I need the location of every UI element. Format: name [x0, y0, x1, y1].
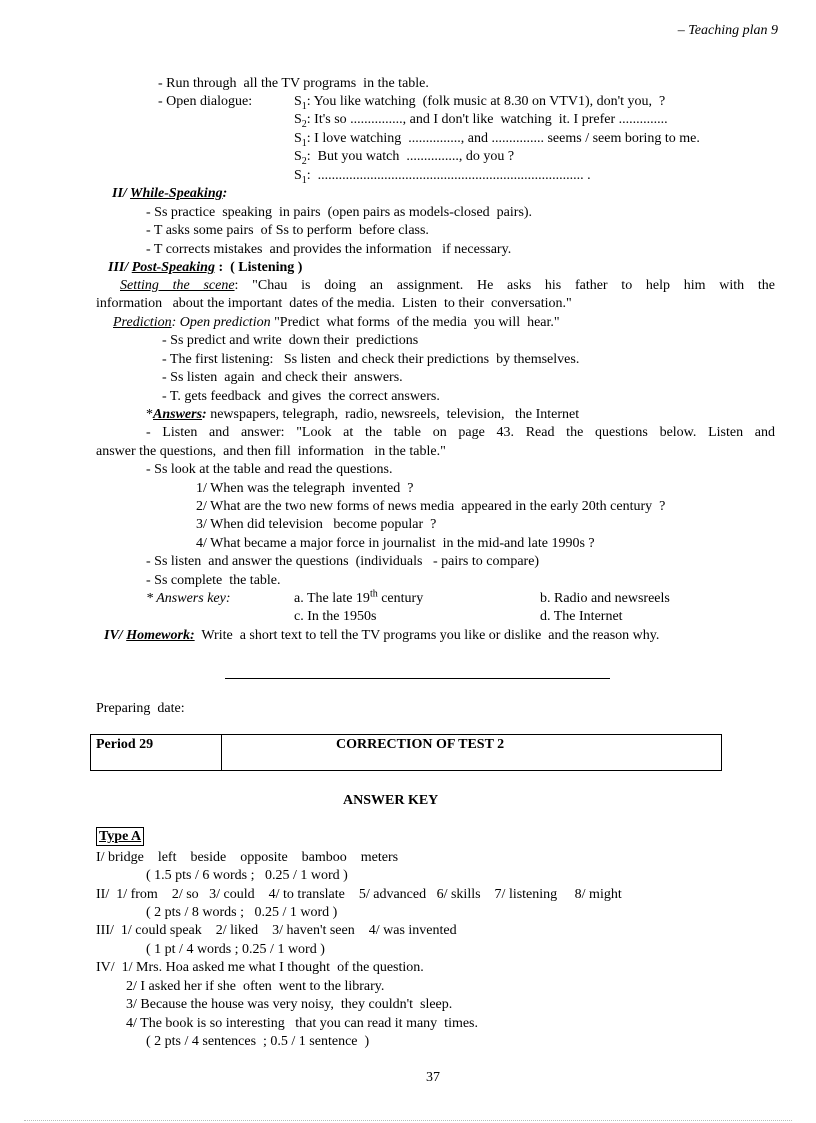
answers-key-label: * Answers key:	[146, 591, 231, 606]
setting-scene-text: : "Chau is doing an assignment. He asks his father to help him with the	[234, 278, 775, 293]
answer-key-a-tail: century	[377, 591, 424, 606]
complete-table-line: - Ss complete the table.	[146, 573, 281, 588]
prediction-text: "Predict what forms of the media you will hear."	[270, 315, 560, 330]
dialogue-line-1	[294, 93, 665, 110]
answer-key-a	[294, 590, 423, 607]
answer-iv-line: IV/ 1/ Mrs. Hoa asked me what I thought of the question.	[96, 960, 424, 975]
run-through-line: - Run through all the TV programs in the table.	[158, 76, 429, 91]
prediction-label: Prediction	[113, 315, 172, 330]
while-item-2: - T asks some pairs of Ss to perform before class.	[146, 223, 429, 238]
look-table-line: - Ss look at the table and read the questions.	[146, 462, 393, 477]
period-table	[90, 734, 722, 771]
listen-answer-line-2: answer the questions, and then fill information in the table."	[96, 444, 446, 459]
page-number: 37	[426, 1070, 440, 1085]
speaker: S	[294, 149, 302, 164]
speaker-number: 1	[301, 137, 307, 149]
dialogue-text: : ............................................................................ .	[306, 168, 591, 183]
listen-answer-instruction: - Ss listen and answer the questions (individuals - pairs to compare)	[146, 554, 540, 569]
answers-label: Answers	[153, 407, 203, 422]
section-title: Post-Speaking	[131, 260, 215, 275]
dialogue-text: : But you watch ..............., do you ?	[306, 149, 515, 164]
homework-title: Homework:	[126, 628, 195, 643]
step-4: - T. gets feedback and gives the correct answers.	[162, 389, 440, 404]
section-colon: :	[222, 186, 228, 201]
step-1: - Ss predict and write down their predictions	[162, 333, 419, 348]
section-number: III/	[108, 260, 129, 275]
speaker: S	[294, 112, 302, 127]
section-divider	[225, 678, 610, 679]
homework-text: Write a short text to tell the TV programs you like or dislike and the reason why.	[194, 628, 660, 643]
while-item-3: - T corrects mistakes and provides the information if necessary.	[146, 242, 512, 257]
speaker: S	[294, 168, 302, 183]
answer-iv-3: 3/ Because the house was very noisy, they couldn't sleep.	[126, 997, 453, 1012]
period-row	[91, 735, 722, 771]
type-a-label: Type A	[96, 827, 144, 846]
dialogue-text: : It's so ..............., and I don't like watching it. I prefer ..............	[306, 112, 668, 127]
preparing-date: Preparing date:	[96, 701, 185, 716]
open-dialogue-label: - Open dialogue:	[158, 94, 253, 109]
step-3: - Ss listen again and check their answers.	[162, 370, 403, 385]
setting-scene-line-2: information about the important dates of the media. Listen to their conversation."	[96, 296, 572, 311]
setting-scene-line	[120, 277, 775, 294]
answer-key-a-text: a. The late 19	[294, 591, 370, 606]
answers-star: *	[146, 407, 153, 422]
while-item-1: - Ss practice speaking in pairs (open pairs as models-closed pairs).	[146, 205, 533, 220]
speaker: S	[294, 131, 302, 146]
answer-iii-points: ( 1 pt / 4 words ; 0.25 / 1 word )	[146, 942, 325, 957]
answers-text: newspapers, telegraph, radio, newsreels, television, the Internet	[206, 407, 580, 422]
answers-line	[146, 406, 579, 423]
answer-key-b: b. Radio and newsreels	[540, 591, 670, 606]
section-number: II/	[112, 186, 127, 201]
answer-key-c: c. In the 1950s	[294, 609, 377, 624]
listen-answer-line-1: - Listen and answer: "Look at the table on page 43. Read the questions below. Listen and	[146, 425, 775, 440]
answer-iv-4: 4/ The book is so interesting that you can read it many times.	[126, 1016, 479, 1031]
dialogue-line-3	[294, 130, 700, 147]
answers-colon: :	[202, 407, 207, 422]
question-2: 2/ What are the two new forms of news media appeared in the early 20th century ?	[196, 499, 666, 514]
dialogue-line-2	[294, 111, 668, 128]
answer-ii-points: ( 2 pts / 8 words ; 0.25 / 1 word )	[146, 905, 338, 920]
answer-key-d: d. The Internet	[540, 609, 623, 624]
speaker-number: 1	[301, 174, 307, 186]
period-label: Period 29	[91, 735, 222, 771]
speaker-number: 2	[301, 155, 307, 167]
answer-iv-2: 2/ I asked her if she often went to the library.	[126, 979, 385, 994]
speaker: S	[294, 94, 302, 109]
homework-line	[104, 627, 659, 644]
dialogue-text: : I love watching ..............., and ............... seems / seem boring to me.	[306, 131, 700, 146]
running-header: – Teaching plan 9	[677, 23, 778, 38]
speaker-number: 1	[301, 100, 307, 112]
answer-iii-line: III/ 1/ could speak 2/ liked 3/ haven't seen 4/ was invented	[96, 923, 457, 938]
question-3: 3/ When did television become popular ?	[196, 517, 437, 532]
post-speaking-heading	[108, 259, 302, 276]
question-1: 1/ When was the telegraph invented ?	[196, 481, 414, 496]
answer-ii-line: II/ 1/ from 2/ so 3/ could 4/ to translate 5/ advanced 6/ skills 7/ listening 8/ might	[96, 887, 622, 902]
speaker-number: 2	[301, 118, 307, 130]
dialogue-text: : You like watching (folk music at 8.30 on VTV1), don't you, ?	[306, 94, 666, 109]
dialogue-line-4	[294, 148, 514, 165]
setting-scene-label: Setting the scene	[120, 278, 235, 293]
answer-i-line: I/ bridge left beside opposite bamboo meters	[96, 850, 399, 865]
section-title: While-Speaking	[130, 186, 223, 201]
page-bottom-border	[24, 1120, 792, 1121]
step-2: - The first listening: Ss listen and check their predictions by themselves.	[162, 352, 580, 367]
section-number: IV/	[104, 628, 123, 643]
section-subtitle: : ( Listening )	[214, 260, 303, 275]
dialogue-line-5	[294, 167, 591, 184]
prediction-type: : Open prediction	[171, 315, 271, 330]
ordinal-suffix: th	[369, 588, 378, 600]
answer-key-title: ANSWER KEY	[343, 793, 439, 808]
prediction-line	[113, 314, 560, 331]
question-4: 4/ What became a major force in journalist in the mid-and late 1990s ?	[196, 536, 595, 551]
answer-i-points: ( 1.5 pts / 6 words ; 0.25 / 1 word )	[146, 868, 348, 883]
while-speaking-heading	[112, 185, 227, 202]
answer-iv-points: ( 2 pts / 4 sentences ; 0.5 / 1 sentence )	[146, 1034, 370, 1049]
period-title: CORRECTION OF TEST 2	[222, 735, 722, 771]
